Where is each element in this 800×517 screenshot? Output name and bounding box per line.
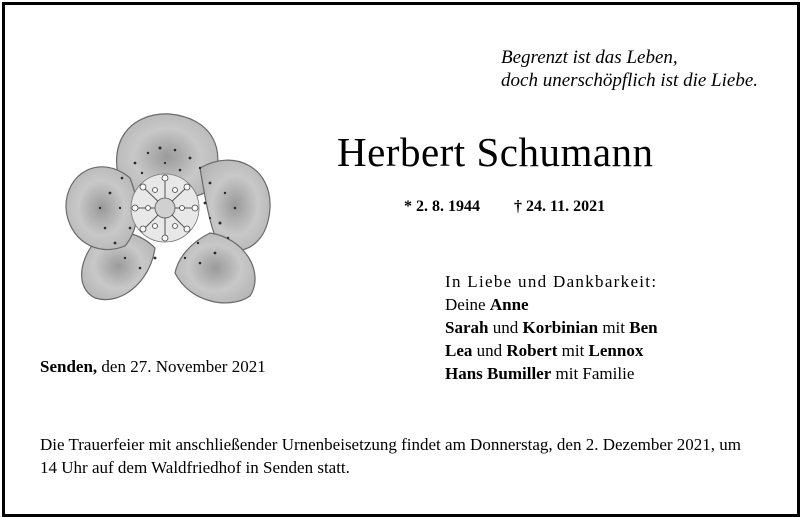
quote-line-1: Begrenzt ist das Leben, [501,47,678,68]
mourner-name: Sarah [445,318,489,337]
epitaph-quote [501,46,758,92]
mourner-name: Hans Bumiller [445,364,552,383]
mourner-line-3 [445,339,658,362]
life-dates [404,198,605,216]
mourner-text: Deine [445,295,486,314]
mourners-intro: In Liebe und Dankbarkeit: [445,272,658,291]
birth-date: * 2. 8. 1944 [404,198,480,215]
mourner-text: mit Familie [555,364,635,383]
quote-line-2: doch unerschöpflich ist die Liebe. [501,70,758,91]
mourner-line-2 [445,316,658,339]
mourner-name: Anne [489,295,529,314]
mourner-text: mit [602,318,625,337]
notice-date: den 27. November 2021 [101,357,266,376]
mourner-name: Lea [445,341,473,360]
mourner-name: Ben [629,318,658,337]
mourner-name: Robert [506,341,558,360]
mourner-line-1 [445,293,658,316]
mourner-text: und [476,341,503,360]
deceased-name: Herbert Schumann [337,129,654,175]
mourners-list [445,270,658,385]
place-name: Senden, [40,357,98,376]
mourner-text: mit [561,341,585,360]
mourner-text: und [492,318,519,337]
mourner-line-4 [445,362,658,385]
funeral-notice: Die Trauerfeier mit anschließender Urnenbeisetzung findet am Donnerstag, den 2. Dezember 2021, um 14 Uhr auf dem Waldfriedhof in Senden statt. [40,435,742,477]
place-and-date [40,357,266,377]
mourner-name: Korbinian [522,318,599,337]
hellebore-flower-icon [60,108,275,308]
death-date: † 24. 11. 2021 [514,198,606,215]
mourner-name: Lennox [588,341,644,360]
